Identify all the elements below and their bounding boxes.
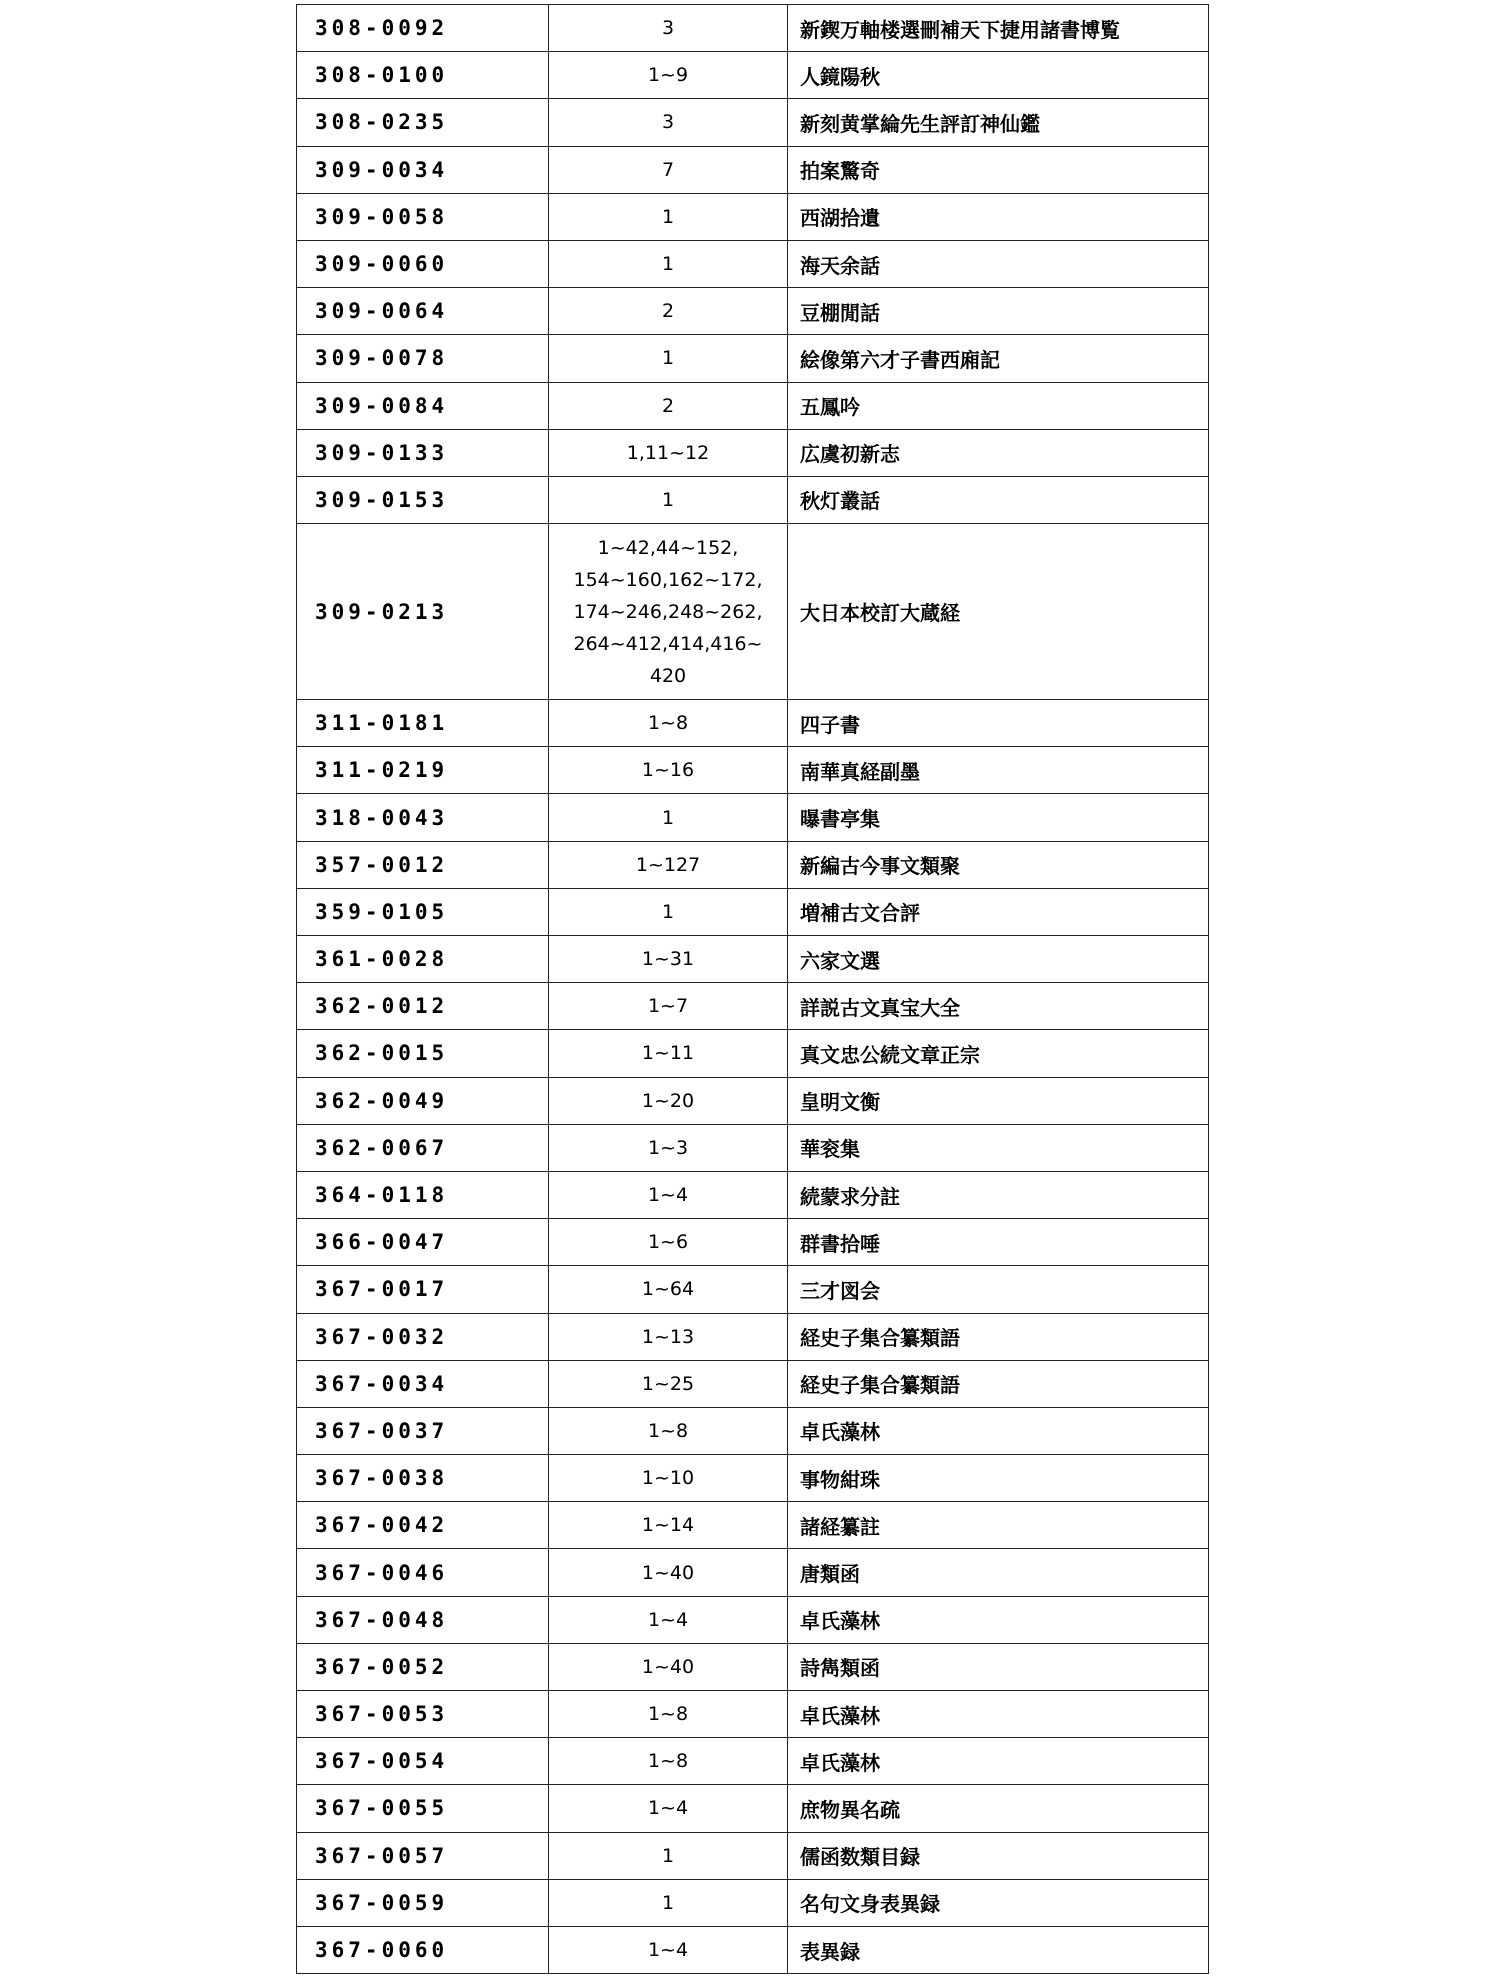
call-number-cell: 367-0052 xyxy=(297,1643,549,1690)
call-number-cell: 362-0067 xyxy=(297,1124,549,1171)
volumes-cell: 1~8 xyxy=(549,1738,788,1785)
title-cell: 経史子集合纂類語 xyxy=(788,1313,1209,1360)
volumes-cell: 1~4 xyxy=(549,1785,788,1832)
title-cell: 卓氏藻林 xyxy=(788,1738,1209,1785)
volumes-cell: 1~64 xyxy=(549,1266,788,1313)
call-number-cell: 311-0181 xyxy=(297,700,549,747)
table-row xyxy=(297,5,1209,52)
table-row xyxy=(297,1030,1209,1077)
call-number-cell: 362-0049 xyxy=(297,1077,549,1124)
volumes-cell: 1~20 xyxy=(549,1077,788,1124)
call-number-cell: 367-0042 xyxy=(297,1502,549,1549)
title-cell: 儒函数類目録 xyxy=(788,1832,1209,1879)
title-cell: 卓氏藻林 xyxy=(788,1691,1209,1738)
title-cell: 曝書亭集 xyxy=(788,794,1209,841)
title-cell: 四子書 xyxy=(788,700,1209,747)
volumes-cell: 1 xyxy=(549,1879,788,1926)
title-cell: 海天余話 xyxy=(788,240,1209,287)
call-number-cell: 309-0153 xyxy=(297,476,549,523)
volumes-cell: 3 xyxy=(549,99,788,146)
table-row xyxy=(297,1879,1209,1926)
table-row xyxy=(297,429,1209,476)
volumes-cell: 1~10 xyxy=(549,1455,788,1502)
table-row xyxy=(297,983,1209,1030)
table-row xyxy=(297,1549,1209,1596)
call-number-cell: 318-0043 xyxy=(297,794,549,841)
call-number-cell: 367-0046 xyxy=(297,1549,549,1596)
call-number-cell: 367-0060 xyxy=(297,1926,549,1973)
volumes-cell: 1 xyxy=(549,240,788,287)
volumes-cell: 1~8 xyxy=(549,700,788,747)
table-row xyxy=(297,888,1209,935)
table-row xyxy=(297,1266,1209,1313)
title-cell: 拍案驚奇 xyxy=(788,146,1209,193)
call-number-cell: 309-0058 xyxy=(297,193,549,240)
title-cell: 人鏡陽秋 xyxy=(788,52,1209,99)
volumes-cell: 1~16 xyxy=(549,747,788,794)
volumes-cell: 2 xyxy=(549,382,788,429)
title-cell: 群書拾唾 xyxy=(788,1219,1209,1266)
title-cell: 真文忠公続文章正宗 xyxy=(788,1030,1209,1077)
volumes-cell: 1~3 xyxy=(549,1124,788,1171)
table-row xyxy=(297,1785,1209,1832)
volumes-cell: 1~11 xyxy=(549,1030,788,1077)
call-number-cell: 364-0118 xyxy=(297,1171,549,1218)
table-row xyxy=(297,1219,1209,1266)
title-cell: 増補古文合評 xyxy=(788,888,1209,935)
table-row xyxy=(297,335,1209,382)
title-cell: 続蒙求分註 xyxy=(788,1171,1209,1218)
call-number-cell: 308-0092 xyxy=(297,5,549,52)
call-number-cell: 309-0213 xyxy=(297,524,549,700)
volumes-cell: 1~13 xyxy=(549,1313,788,1360)
table-row xyxy=(297,1738,1209,1785)
table-row xyxy=(297,1502,1209,1549)
volumes-cell: 1~25 xyxy=(549,1360,788,1407)
call-number-cell: 357-0012 xyxy=(297,841,549,888)
title-cell: 新鍥万軸楼選刪補天下捷用諸書博覧 xyxy=(788,5,1209,52)
table-row xyxy=(297,1596,1209,1643)
call-number-cell: 361-0028 xyxy=(297,936,549,983)
title-cell: 諸経纂註 xyxy=(788,1502,1209,1549)
volumes-cell: 1~8 xyxy=(549,1691,788,1738)
volumes-cell: 1 xyxy=(549,1832,788,1879)
table-row xyxy=(297,1455,1209,1502)
volumes-cell: 1~4 xyxy=(549,1926,788,1973)
volumes-cell: 1~8 xyxy=(549,1407,788,1454)
table-row xyxy=(297,476,1209,523)
title-cell: 南華真経副墨 xyxy=(788,747,1209,794)
table-row xyxy=(297,794,1209,841)
volumes-line: 174~246,248~262, xyxy=(573,600,763,623)
volumes-line: 154~160,162~172, xyxy=(573,568,763,591)
title-cell: 華衮集 xyxy=(788,1124,1209,1171)
call-number-cell: 309-0078 xyxy=(297,335,549,382)
volumes-cell: 7 xyxy=(549,146,788,193)
title-cell: 西湖拾遺 xyxy=(788,193,1209,240)
table-row xyxy=(297,99,1209,146)
table-row xyxy=(297,1407,1209,1454)
call-number-cell: 309-0064 xyxy=(297,288,549,335)
volumes-cell: 1,11~12 xyxy=(549,429,788,476)
call-number-cell: 362-0015 xyxy=(297,1030,549,1077)
title-cell: 庶物異名疏 xyxy=(788,1785,1209,1832)
catalog-table xyxy=(296,4,1209,1974)
title-cell: 卓氏藻林 xyxy=(788,1407,1209,1454)
title-cell: 豆棚閒話 xyxy=(788,288,1209,335)
table-row xyxy=(297,1643,1209,1690)
volumes-cell: 1~31 xyxy=(549,936,788,983)
title-cell: 大日本校訂大蔵経 xyxy=(788,524,1209,700)
volumes-cell: 1 xyxy=(549,888,788,935)
table-row xyxy=(297,1171,1209,1218)
call-number-cell: 367-0017 xyxy=(297,1266,549,1313)
title-cell: 卓氏藻林 xyxy=(788,1596,1209,1643)
call-number-cell: 366-0047 xyxy=(297,1219,549,1266)
volumes-line: 420 xyxy=(649,664,687,687)
call-number-cell: 367-0032 xyxy=(297,1313,549,1360)
table-row xyxy=(297,1313,1209,1360)
table-row xyxy=(297,1360,1209,1407)
title-cell: 三才図会 xyxy=(788,1266,1209,1313)
table-row xyxy=(297,936,1209,983)
title-cell: 秋灯叢話 xyxy=(788,476,1209,523)
table-row xyxy=(297,1124,1209,1171)
call-number-cell: 367-0055 xyxy=(297,1785,549,1832)
call-number-cell: 359-0105 xyxy=(297,888,549,935)
table-row xyxy=(297,524,1209,700)
title-cell: 詩雋類函 xyxy=(788,1643,1209,1690)
volumes-cell: 1 xyxy=(549,794,788,841)
volumes-cell: 2 xyxy=(549,288,788,335)
call-number-cell: 367-0053 xyxy=(297,1691,549,1738)
title-cell: 新編古今事文類聚 xyxy=(788,841,1209,888)
volumes-cell: 1 xyxy=(549,193,788,240)
call-number-cell: 367-0054 xyxy=(297,1738,549,1785)
volumes-cell: 1~40 xyxy=(549,1549,788,1596)
title-cell: 皇明文衡 xyxy=(788,1077,1209,1124)
volumes-cell: 1~9 xyxy=(549,52,788,99)
call-number-cell: 367-0038 xyxy=(297,1455,549,1502)
title-cell: 事物紺珠 xyxy=(788,1455,1209,1502)
title-cell: 唐類函 xyxy=(788,1549,1209,1596)
call-number-cell: 367-0057 xyxy=(297,1832,549,1879)
call-number-cell: 309-0084 xyxy=(297,382,549,429)
call-number-cell: 309-0060 xyxy=(297,240,549,287)
table-row xyxy=(297,1691,1209,1738)
call-number-cell: 309-0034 xyxy=(297,146,549,193)
table-row xyxy=(297,1832,1209,1879)
volumes-cell xyxy=(549,524,788,700)
volumes-line: 264~412,414,416~ xyxy=(573,632,763,655)
call-number-cell: 367-0059 xyxy=(297,1879,549,1926)
call-number-cell: 367-0034 xyxy=(297,1360,549,1407)
title-cell: 表異録 xyxy=(788,1926,1209,1973)
call-number-cell: 362-0012 xyxy=(297,983,549,1030)
volumes-cell: 3 xyxy=(549,5,788,52)
volumes-cell: 1~14 xyxy=(549,1502,788,1549)
volumes-cell: 1~6 xyxy=(549,1219,788,1266)
volumes-cell: 1~7 xyxy=(549,983,788,1030)
catalog-body xyxy=(297,5,1209,1974)
table-row xyxy=(297,841,1209,888)
table-row xyxy=(297,52,1209,99)
table-row xyxy=(297,700,1209,747)
title-cell: 詳説古文真宝大全 xyxy=(788,983,1209,1030)
table-row xyxy=(297,1926,1209,1973)
table-row xyxy=(297,1077,1209,1124)
call-number-cell: 308-0235 xyxy=(297,99,549,146)
volumes-cell: 1~4 xyxy=(549,1171,788,1218)
volumes-cell: 1~127 xyxy=(549,841,788,888)
call-number-cell: 311-0219 xyxy=(297,747,549,794)
call-number-cell: 367-0048 xyxy=(297,1596,549,1643)
table-row xyxy=(297,747,1209,794)
title-cell: 名句文身表異録 xyxy=(788,1879,1209,1926)
title-cell: 絵像第六才子書西廂記 xyxy=(788,335,1209,382)
volumes-line: 1~42,44~152, xyxy=(597,536,739,559)
volumes-cell: 1 xyxy=(549,335,788,382)
title-cell: 新刻黄掌綸先生評訂神仙鑑 xyxy=(788,99,1209,146)
table-row xyxy=(297,240,1209,287)
table-row xyxy=(297,382,1209,429)
volumes-cell: 1~4 xyxy=(549,1596,788,1643)
title-cell: 広虞初新志 xyxy=(788,429,1209,476)
volumes-cell: 1~40 xyxy=(549,1643,788,1690)
table-row xyxy=(297,288,1209,335)
call-number-cell: 367-0037 xyxy=(297,1407,549,1454)
volumes-cell: 1 xyxy=(549,476,788,523)
title-cell: 経史子集合纂類語 xyxy=(788,1360,1209,1407)
call-number-cell: 308-0100 xyxy=(297,52,549,99)
table-row xyxy=(297,193,1209,240)
title-cell: 五鳳吟 xyxy=(788,382,1209,429)
call-number-cell: 309-0133 xyxy=(297,429,549,476)
title-cell: 六家文選 xyxy=(788,936,1209,983)
table-row xyxy=(297,146,1209,193)
